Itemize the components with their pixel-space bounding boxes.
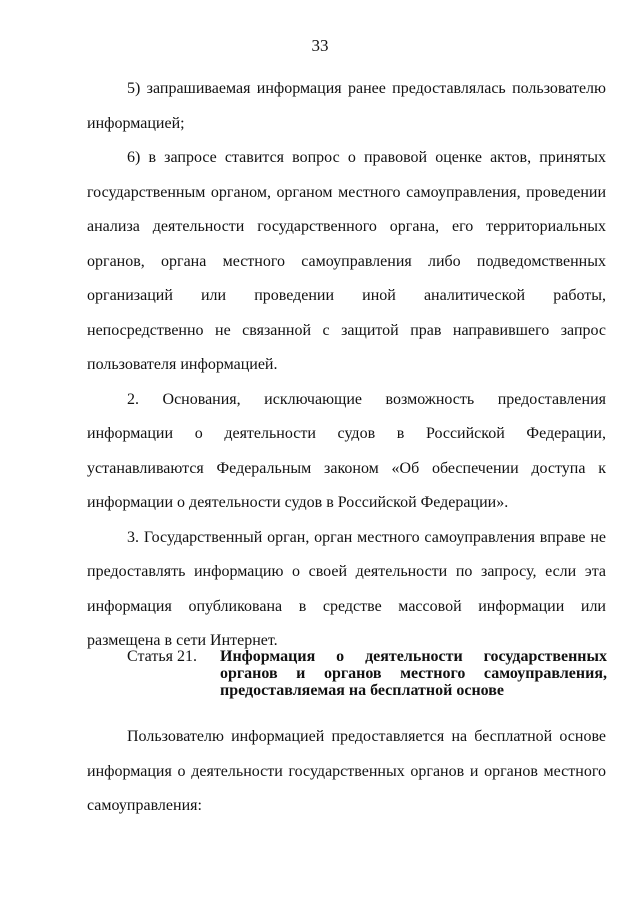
article-heading [127,648,607,699]
article-number: Статья 21. [127,648,197,665]
paragraph-part-2: 2. Основания, исключающие возможность предоставления информации о деятельности судов в Российской Федерации, устанавливаются Федеральным законом «Об обеспечении доступа к информации о деятельности судов в Российской Федерации». [87,390,606,511]
paragraph-item-6: 6) в запросе ставится вопрос о правовой оценке актов, принятых государственным органом, органом местного самоуправления, проведении анализа деятельности государственного органа, его территориальных органов, органа местного самоуправления либо подведомственных организаций или проведении иной аналитической работы, непосредственно не связанной с защитой прав направившего запрос пользователя информацией. [87,149,606,373]
article-title: Информация о деятельности государственных органов и органов местного самоуправления, предоставляемая на бесплатной основе [220,648,607,699]
page-number: 33 [311,36,329,55]
article-body [87,720,606,824]
paragraph-item-5: 5) запрашиваемая информация ранее предоставлялась пользователю информацией; [87,80,606,132]
document-body [87,72,606,659]
article-paragraph: Пользователю информацией предоставляется на бесплатной основе информация о деятельности государственных органов и органов местного самоуправления: [87,728,606,814]
paragraph-part-3: 3. Государственный орган, орган местного самоуправления вправе не предоставлять информацию о своей деятельности по запросу, если эта информация опубликована в средстве массовой информации или размещена в сети Интернет. [87,528,606,649]
